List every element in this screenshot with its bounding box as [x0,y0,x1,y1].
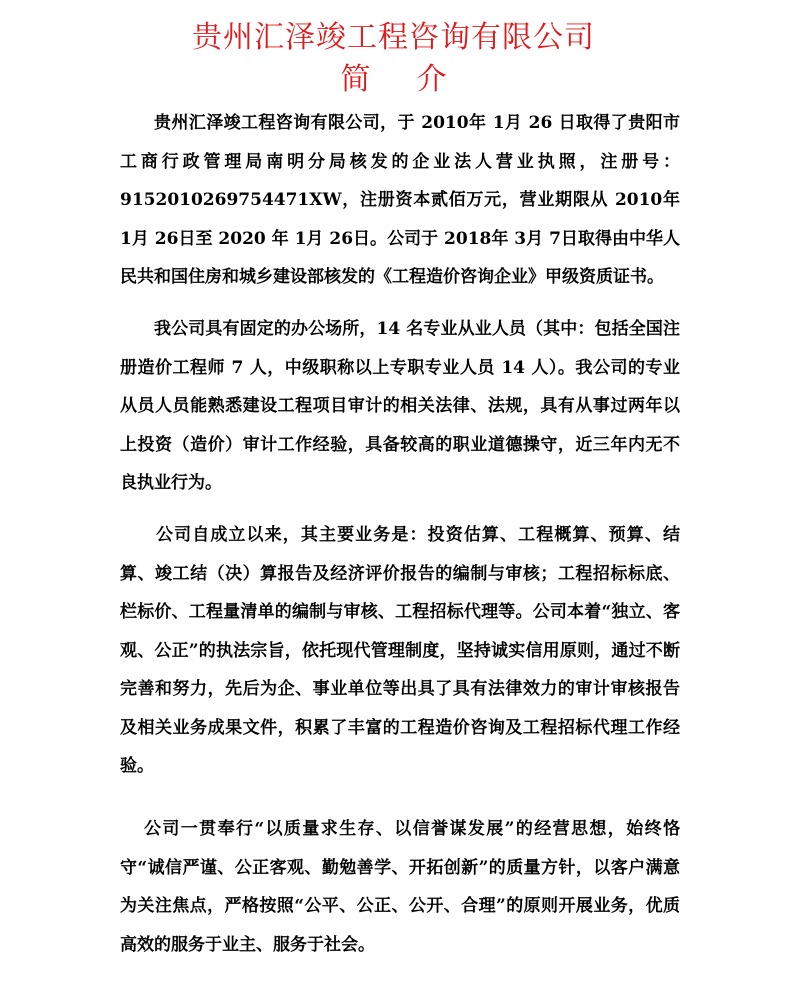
heading-char-left: 简 [340,62,371,97]
paragraph-staff-qualifications: 我公司具有固定的办公场所，14 名专业从业人员（其中：包括全国注册造价工程师 7 人，中级职称以上专职专业人员 14 人）。我公司的专业从员人员能熟悉建设工程项目审计的相关法律、法规，具有从事过两年以上投资（造价）审计工作经验，具备较高的职业道德操守，近三年内无不良执业行为。 [120,319,680,493]
company-title: 贵州汇泽竣工程咨询有限公司 [192,20,595,55]
document-heading [0,60,787,100]
paragraph-business-philosophy: 公司一贯奉行“以质量求生存、以信誉谋发展”的经营思想，始终恪守“诚信严谨、公正客观、勤勉善学、开拓创新”的质量方针，以客户满意为关注焦点，严格按照“公平、公正、公开、合理”的原则开展业务，优质高效的服务于业主、服务于社会。 [120,819,680,955]
paragraph-business-scope: 公司自成立以来，其主要业务是：投资估算、工程概算、预算、结算、竣工结（决）算报告及经济评价报告的编制与审核；工程招标标底、栏标价、工程量清单的编制与审核、工程招标代理等。公司本着“独立、客观、公正”的执法宗旨，依托现代管理制度，坚持诚实信用原则，通过不断完善和努力，先后为企、事业单位等出具了具有法律效力的审计审核报告及相关业务成果文件，积累了丰富的工程造价咨询及工程招标代理工作经验。 [120,525,680,776]
paragraph-company-registration: 贵州汇泽竣工程咨询有限公司，于 2010年 1月 26 日取得了贵阳市工商行政管理局南明分局核发的企业法人营业执照，注册号：9152010269754471XW，注册资本贰佰万元，营业期限从 2010年 1月 26日至 2020 年 1月 26日。公司于 2018年 3月 7日取得由中华人民共和国住房和城乡建设部核发的《工程造价咨询企业》甲级资质证书。 [120,113,680,287]
heading-char-right: 介 [416,62,447,97]
